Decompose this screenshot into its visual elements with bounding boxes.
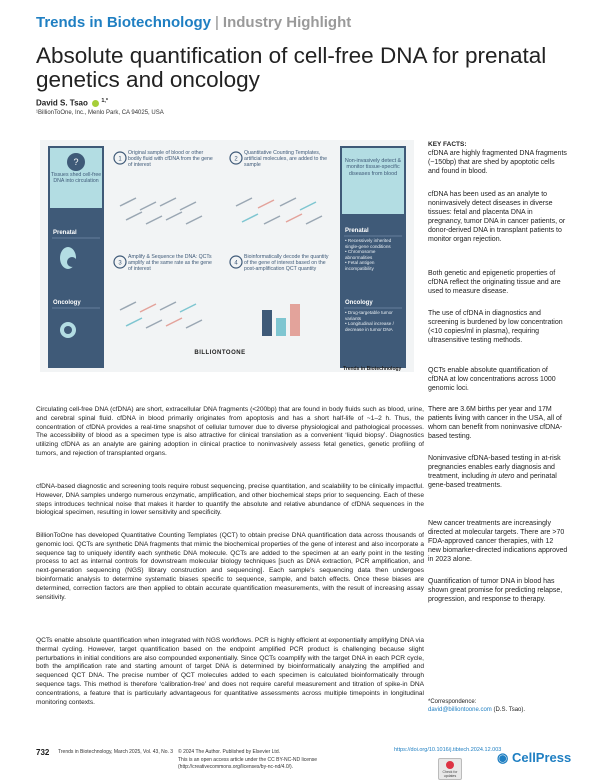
affiliation: ¹BillionToOne, Inc., Menlo Park, CA 94025, USA xyxy=(36,110,164,116)
key-fact-text: Noninvasive cfDNA-based testing in at-risk pregnancies enables early diagnosis and treatment, including xyxy=(428,455,561,480)
check-updates-badge xyxy=(446,761,454,769)
oncology-left-label: Oncology xyxy=(53,300,81,306)
correspondence xyxy=(428,698,525,714)
key-facts-heading: KEY FACTS: xyxy=(428,141,467,148)
journal-name: Trends in Biotechnology xyxy=(36,14,212,31)
prenatal-item: • Fetal antigen incompatibility xyxy=(345,260,375,271)
doi-link[interactable]: https://doi.org/10.1016/j.tibtech.2024.12.003 xyxy=(394,747,502,753)
check-for-updates-label: Check for updates xyxy=(442,770,458,778)
body-paragraph: cfDNA-based diagnostic and screening tools require robust sequencing, precise quantitation, and scalability to be clinically impactful. However, DNA samples undergo numerous enzymatic, amplification, and other biochemical steps prior to sequencing. Each of these steps introduces technical noise that makes it harder to quantify the absolute and relative abundance of cfDNA sequences in the biological specimen, resulting in lower sensitivity and specificity. xyxy=(36,483,424,517)
author-name[interactable]: David S. Tsao xyxy=(36,98,88,108)
article-title: Absolute quantification of cell-free DNA for prenatal genetics and oncology xyxy=(36,43,547,92)
page-number: 732 xyxy=(36,748,50,757)
key-fact-emphasis: in utero xyxy=(491,472,515,480)
header-separator: | xyxy=(215,14,219,31)
prenatal-item: • Recessively inherited single-gene conditions xyxy=(345,238,392,249)
oncology-right-label: Oncology xyxy=(345,300,373,306)
box2-text: Non-invasively detect & monitor tissue-specific diseases from blood xyxy=(344,158,402,177)
license-text: This is an open access article under the CC BY-NC-ND license xyxy=(178,756,318,763)
body-paragraph: BillionToOne has developed Quantitative Counting Templates (QCT) to obtain precise DNA quantification data across thousands of genomic loci. QCTs are synthetic DNA fragments that mimic the biochemical properties of the gene of interest and also incorporate a sequence tag to uniquely identify each synthetic DNA molecule. QCTs are added to the specimen at an early point in the testing process to act as internal controls for downstream molecular biology techniques [such as DNA extraction, PCR amplification, and next-generation sequencing (NGS) library construction and sequencing]. Each sample’s sequencing data then undergoes bioinformatic analysis to determine systematic biases specific to sequence, sample, and batch effects. Once these biases are determined, correction factors are then applied to obtain accurate quantification measurements, with the result of increasing assay sensitivity. xyxy=(36,532,424,601)
key-fact: Both genetic and epigenetic properties of cfDNA reflect the originating tissue and are used to measure disease. xyxy=(428,270,561,295)
body-paragraph: Circulating cell-free DNA (cfDNA) are short, extracellular DNA fragments (<200bp) that are found in body fluids such as blood, urine, and cerebral spinal fluid. cfDNA in blood primarily originates from apoptosis and has a short half-life of ~1–2 h. Thus, the concentration of cfDNA provides a real-time snapshot of cellular turnover due to diverse physiological and pathological processes. The accessibility of blood as a specimen type is also attractive for clinical translation as a convenient ‘liquid biopsy’. Diagnostics utilizing cfDNA as an analyte are gaining adoption in clinical practice to noninvasively assess fetal genetics, genetic profiling of tumors, and rejection of transplanted organs. xyxy=(36,406,424,457)
step4-number: 4 xyxy=(234,260,238,267)
oncology-item: • Longitudinal increase / decrease in tumor DNA xyxy=(345,321,394,332)
author-affil-sup: 1,* xyxy=(101,98,109,104)
cellpress-logo-icon: ◉ xyxy=(497,750,509,765)
box1-text: Tissues shed cell-free DNA into circulation xyxy=(50,172,102,184)
correspondence-label: *Correspondence: xyxy=(428,699,477,705)
correspondence-email-link[interactable]: david@billiontoone.com xyxy=(428,707,492,713)
billiontoone-logo: BILLIONTOONE xyxy=(194,350,246,356)
key-fact-text: and perinatal gene-based treatments. xyxy=(428,472,557,489)
prenatal-right-label: Prenatal xyxy=(345,228,369,234)
footer-copyright xyxy=(178,749,317,772)
prenatal-left-label: Prenatal xyxy=(53,230,77,236)
key-fact: There are 3.6M births per year and 17M patients living with cancer in the USA, all of whom can benefit from noninvasive cfDNA-based testing. xyxy=(428,406,563,440)
figure-graphical-abstract xyxy=(40,140,414,372)
body-paragraph: QCTs enable absolute quantification when integrated with NGS workflows. PCR is highly efficient at exponentially amplifying DNA via thermal cycling. However, target quantification based on the endpoint amplified PCR product is challenging because slight perturbations in initial conditions are also compounded exponentially. Since QCTs coamplify with the target DNA in each PCR cycle, both the amplification rate and starting amount of target DNA is determined by bioinformatically analyzing the amplified and sequenced QCT DNA. The precise number of QCT molecules added to each specimen is calculated bioinformatically through sequence tags. This method is therefore ‘calibration-free’ and does not require careful measurement and titration of spike-in DNA concentrations, a feature that is particularly advantageous for quantitative assessments across multiple timepoints in longitudinal monitoring contexts. xyxy=(36,637,424,706)
prenatal-item: • Chromosome abnormalities xyxy=(345,249,376,260)
figure-credit: Trends in Biotechnology xyxy=(343,366,402,372)
question-mark: ? xyxy=(73,157,79,167)
key-fact: The use of cfDNA in diagnostics and screening is burdened by low concentration (<10 copies/ml in plasma), requiring ultrasensitive testing methods. xyxy=(428,310,563,344)
step2-number: 2 xyxy=(234,156,238,163)
key-fact: New cancer treatments are increasingly directed at molecular targets. There are >70 FDA-approved cancer therapies, with 12 new biomarker-directed indications approved in 2023 alone. xyxy=(428,520,568,563)
key-fact: cfDNA has been used as an analyte to noninvasively detect diseases in diverse tissues: fetal and placenta DNA in pregnancy, tumor DNA in cancer patients, or donor-derived DNA in transplant patients to monitor organ rejection. xyxy=(428,191,566,243)
key-fact xyxy=(428,455,568,491)
key-fact: cfDNA are highly fragmented DNA fragments (~150bp) that are shed by apoptotic cells and found in blood. xyxy=(428,150,567,175)
step3-text: Amplify & Sequence the DNA: QCTs amplify at the same rate as the gene of interest xyxy=(128,254,212,273)
step4-text: Bioinformatically decode the quantity of the gene of interest based on the post-amplification QCT quantity xyxy=(244,254,329,273)
oncology-item: • Drug-targetable tumor variants xyxy=(345,310,393,321)
orcid-icon[interactable] xyxy=(92,100,99,107)
footer-journal-line: Trends in Biotechnology, March 2025, Vol. 43, No. 3 xyxy=(58,749,174,755)
license-link[interactable]: (http://creativecommons.org/licenses/by-nc-nd/4.0/). xyxy=(178,764,294,770)
key-fact: Quantification of tumor DNA in blood has shown great promise for predicting relapse, progression, and response to therapy. xyxy=(428,578,563,603)
cellpress-logo[interactable] xyxy=(497,750,571,766)
section-name: Industry Highlight xyxy=(222,14,352,31)
check-for-updates-icon[interactable] xyxy=(438,758,462,780)
prenatal-list xyxy=(345,238,403,272)
step2-text: Quantitative Counting Templates, artificial molecules, are added to the sample xyxy=(244,150,328,169)
oncology-list xyxy=(345,310,403,332)
key-fact: QCTs enable absolute quantification of cfDNA at low concentrations across 1000 genomic loci. xyxy=(428,367,556,392)
step3-number: 3 xyxy=(118,260,122,267)
correspondence-name: (D.S. Tsao). xyxy=(491,707,526,713)
copyright-text: © 2024 The Author. Published by Elsevier Ltd. xyxy=(178,749,280,755)
author-line xyxy=(36,98,108,108)
step1-number: 1 xyxy=(118,156,122,163)
step1-text: Original sample of blood or other bodily fluid with cfDNA from the gene of interest xyxy=(128,150,213,169)
cellpress-logo-text: CellPress xyxy=(511,750,572,765)
journal-header xyxy=(36,14,351,31)
